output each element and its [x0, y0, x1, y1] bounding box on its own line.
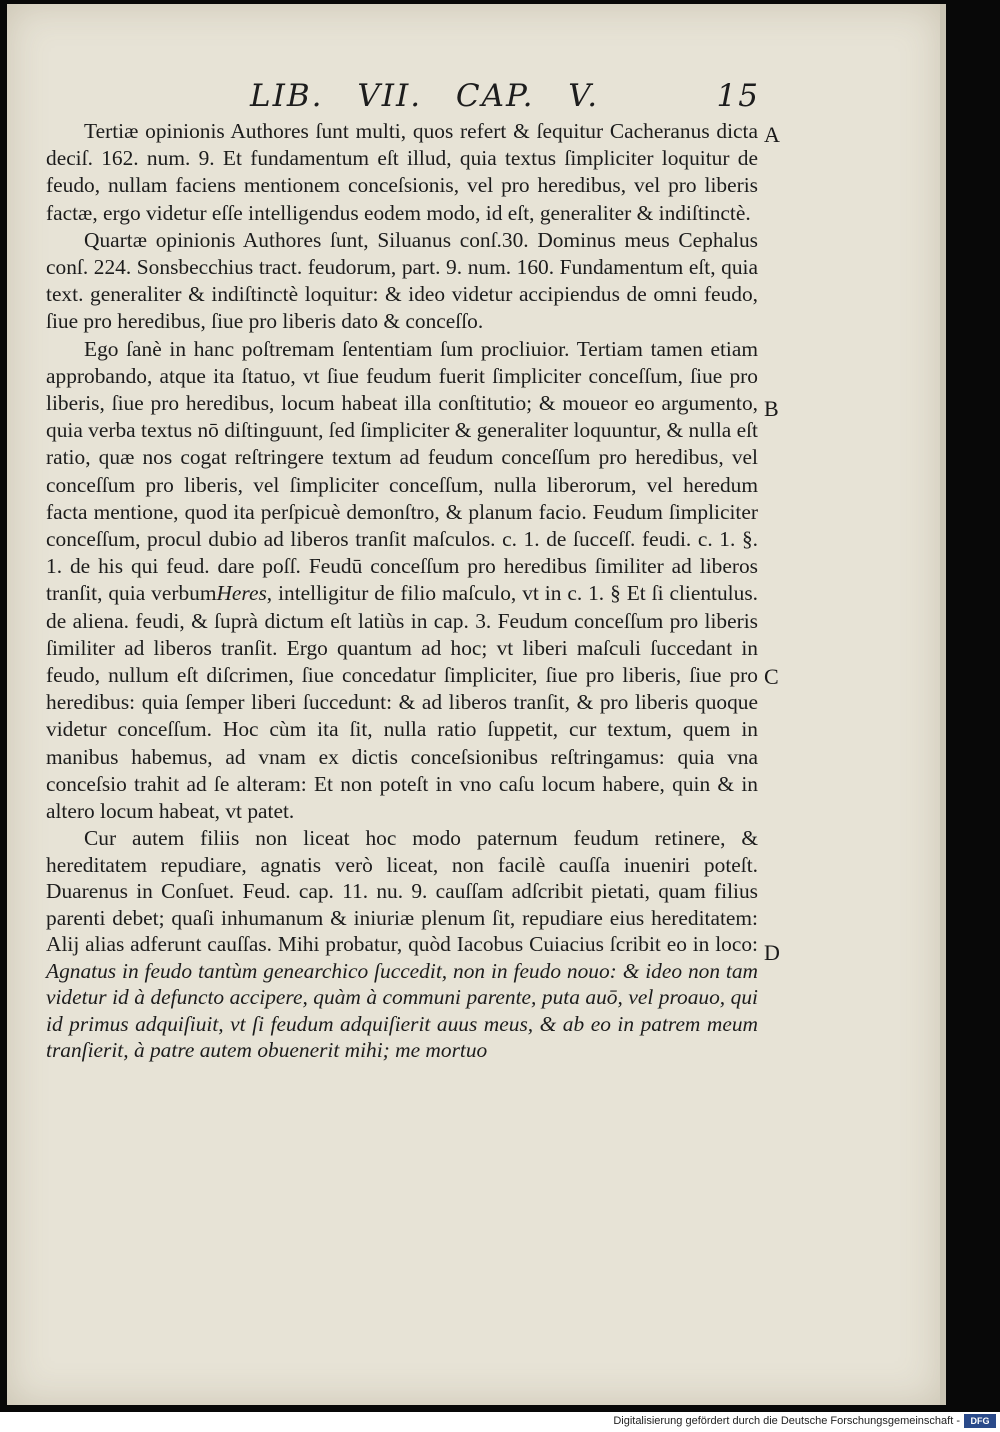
paragraph [46, 825, 758, 1064]
paragraph [46, 336, 758, 826]
paragraph-text: , intelligitur de filio maſculo, vt in c. 1. § Et ſi clientulus. de aliena. feudi, & ſuprà dictum eſt latiùs in cap. 3. Feudum conceſſum pro liberis ſimiliter ad liberos tranſit. Ergo quantum ad hoc; vt liberi maſculi ſuccedant in feudo, nullum eſt diſcrimen, ſiue concedatur ſimpliciter, ſiue pro liberis, ſiue pro heredibus: quia ſemper liberi ſuccedunt: & ad liberos tranſit, & pro liberis quoque videtur conceſſum. Hoc cùm ita ſit, nulla ratio ſuppetit, cur textum, quem in manibus habemus, ad vnam ex dictis conceſsionibus reſtringamus: quia vna conceſsio trahit ad ſe alteram: Et non poteſt in vno caſu locum habere, quin & in altero locum habeat, vt patet. [46, 581, 758, 824]
dfg-logo[interactable]: DFG [964, 1414, 996, 1428]
italic-quotation: Agnatus in feudo tantùm genearchico ſuccedit, non in feudo nouo: & ideo non tam videtur id à defuncto accipere, quàm à communi parente, puta auō, vel proauo, qui id primus adquiſiuit, vt ſi feudum adquiſierit auus meus, & ab eo in patrem meum tranſierit, à patre autem obuenerit mihi; me mortuo [46, 958, 758, 1063]
body-text [46, 118, 758, 1064]
page-number: 15 [716, 78, 760, 114]
marginal-letter-b: B [764, 396, 779, 421]
paragraph [46, 227, 758, 336]
italic-word: Heres [216, 581, 267, 606]
paragraph-text: Quartæ opinionis Authores ſunt, Siluanus conſ.30. Dominus meus Cephalus conſ. 224. Sonsbecchius tract. feudorum, part. 9. num. 160. Fundamentum eſt, quia text. generaliter & indiſtinctè loquitur: & ideo videtur accipiendus de omni feudo, ſiue pro heredibus, ſiue pro liberis dato & conceſſo. [46, 227, 758, 334]
running-head-title: LIB. VII. CAP. V. [250, 78, 600, 114]
paragraph [46, 118, 758, 227]
paragraph-text: Tertiæ opinionis Authores ſunt multi, quos refert & ſequitur Cacheranus dicta deciſ. 162. num. 9. Et fundamentum eſt illud, quia textus ſimpliciter loquitur de feudo, nullam faciens mentionem conceſsionis, vel pro heredibus, vel pro liberis factæ, ergo videtur eſſe intelligendus eodem modo, id eſt, generaliter & indiſtinctè. [46, 119, 758, 225]
marginal-letter-d: D [764, 940, 780, 965]
marginal-letter-c: C [764, 664, 779, 689]
paragraph-text: Ego ſanè in hanc poſtremam ſententiam ſum procliuior. Tertiam tamen etiam approbando, atque ita ſtatuo, vt ſiue feudum fuerit ſimpliciter conceſſum, ſiue pro liberis, ſiue pro heredibus, locum habeat illa conſtitutio; & moueor eo argumento, quia verba textus nō diſtinguunt, ſed ſimpliciter & generaliter loquuntur, & nulla eſt ratio, quæ nos cogat reſtringere textum ad feudum conceſſum pro heredibus, vel conceſſum pro liberis, vel ſimpliciter conceſſum, nulla liberorum, vel heredum facta mentione, quod ita perſpicuè demonſtro, & planum facio. Feudum ſimpliciter conceſſum, procul dubio ad liberos tranſit maſculos. c. 1. de ſucceſſ. feudi. c. 1. §. 1. de his qui feud. dare poſſ. Feudū conceſſum pro heredibus ſimiliter ad liberos tranſit, quia verbum [46, 336, 759, 606]
running-head [250, 78, 760, 118]
paragraph-text: Cur autem filiis non liceat hoc modo paternum feudum retinere, & hereditatem repudiare, agnatis verò liceat, non facilè cauſſa inueniri poteſt. Duarenus in Conſuet. Feud. cap. 11. nu. 9. cauſſam adſcribit pietati, quam filius parenti debet; quaſi inhumanum & iniuriæ plenum ſit, repudiare eius hereditatem: Alij alias adferunt cauſſas. Mihi probatur, quòd Iacobus Cuiacius ſcribit eo in loco: [46, 826, 758, 957]
marginal-letter-a: A [764, 122, 780, 147]
page-edge [940, 4, 946, 1405]
funding-credit: Digitalisierung gefördert durch die Deutsche Forschungsgemeinschaft - [613, 1415, 960, 1427]
